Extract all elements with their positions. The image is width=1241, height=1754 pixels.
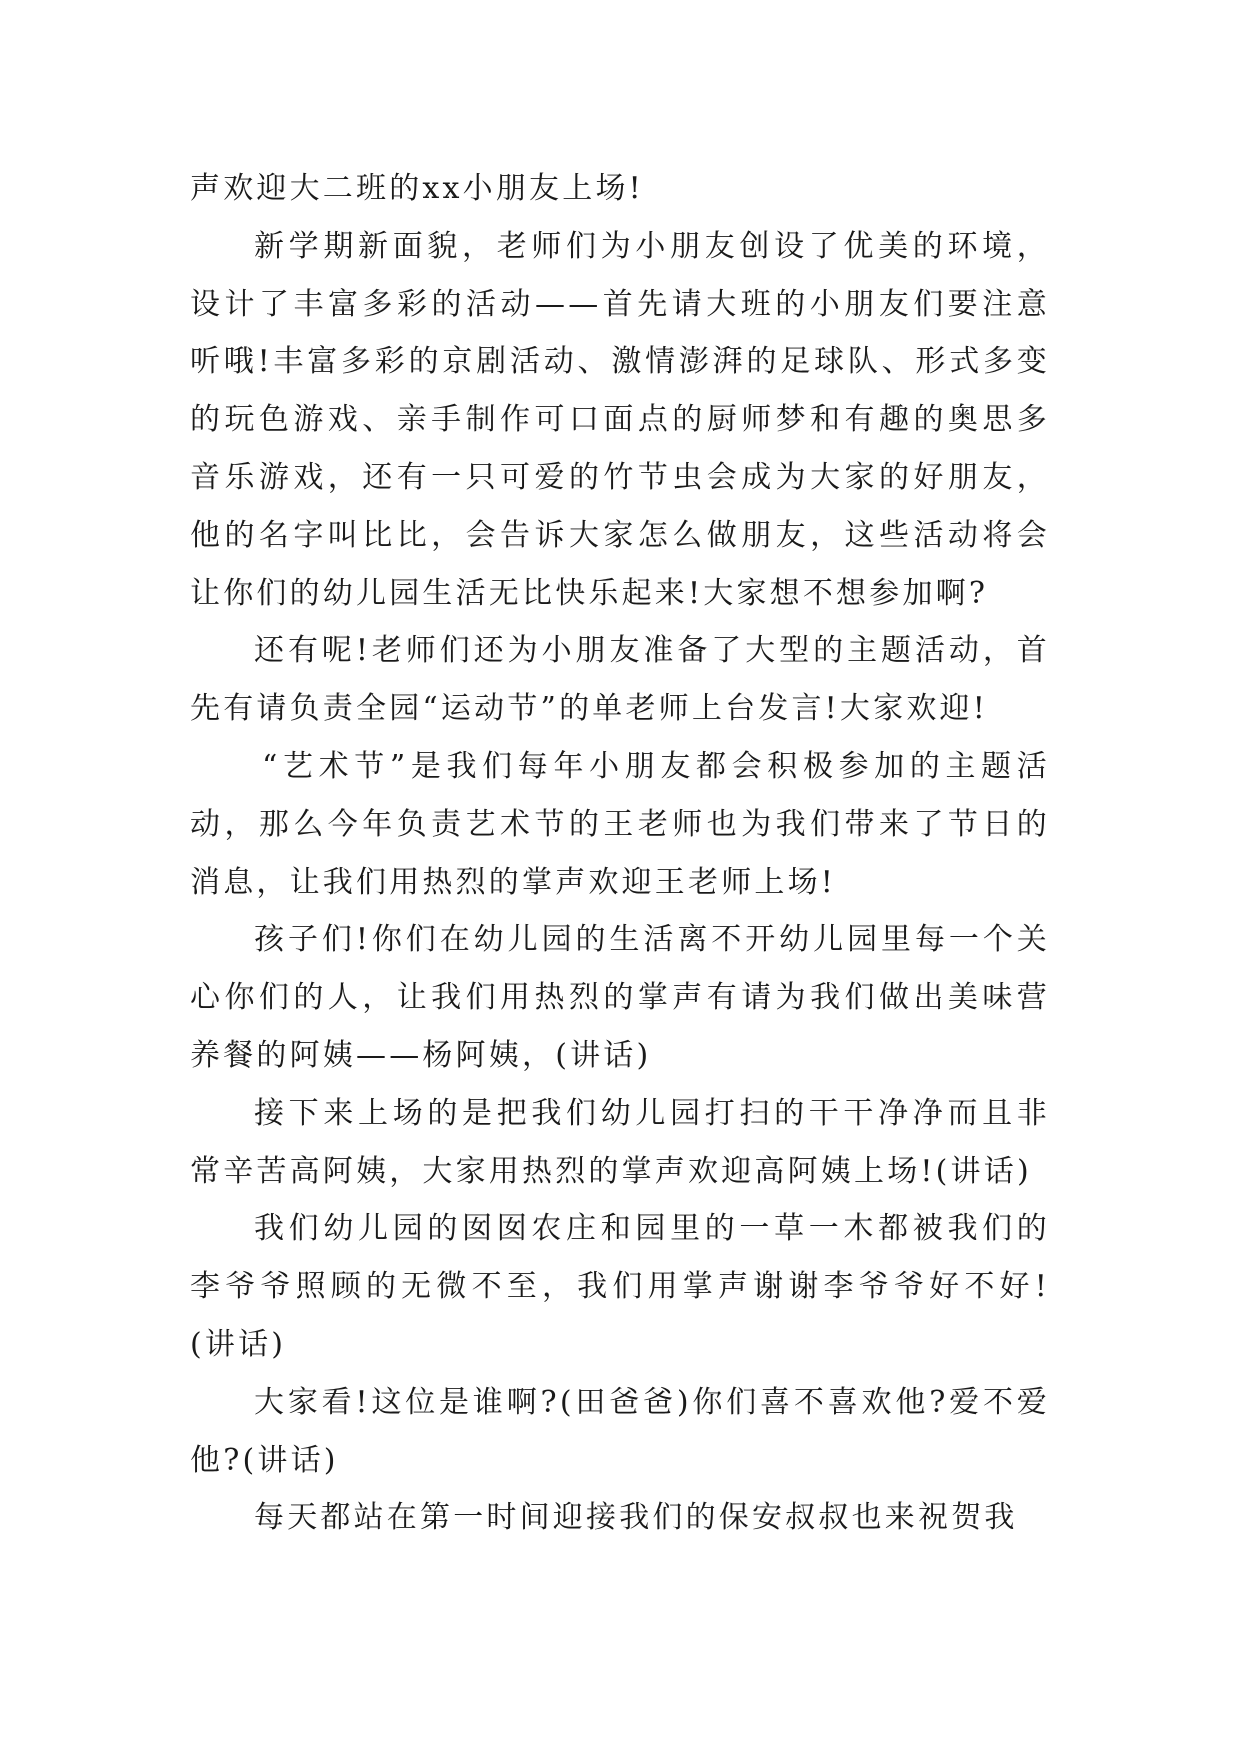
paragraph-cleaner: 接下来上场的是把我们幼儿园打扫的干干净净而且非常辛苦高阿姨，大家用热烈的掌声欢迎高阿姨上场!(讲话) [190, 1095, 1050, 1189]
paragraph-security: 每天都站在第一时间迎接我们的保安叔叔也来祝贺我 [254, 1500, 1018, 1536]
paragraph-activities: 新学期新面貌，老师们为小朋友创设了优美的环境，设计了丰富多彩的活动——首先请大班的小朋友们要注意听哦!丰富多彩的京剧活动、激情澎湃的足球队、形式多变的玩色游戏、亲手制作可口面点的厨师梦和有趣的奥思多音乐游戏，还有一只可爱的竹节虫会成为大家的好朋友，他的名字叫比比，会告诉大家怎么做朋友，这些活动将会让你们的幼儿园生活无比快乐起来!大家想不想参加啊? [190, 228, 1050, 611]
document-body [190, 160, 1050, 1547]
paragraph-sports-festival: 还有呢!老师们还为小朋友准备了大型的主题活动，首先有请负责全园“运动节”的单老师上台发言!大家欢迎! [190, 633, 1050, 727]
paragraph-tian: 大家看!这位是谁啊?(田爸爸)你们喜不喜欢他?爱不爱他?(讲话) [190, 1384, 1050, 1478]
paragraph-continued: 声欢迎大二班的xx小朋友上场! [190, 171, 644, 206]
paragraph-gardener: 我们幼儿园的囡囡农庄和园里的一草一木都被我们的李爷爷照顾的无微不至，我们用掌声谢谢李爷爷好不好!(讲话) [190, 1211, 1050, 1362]
paragraph-cook: 孩子们!你们在幼儿园的生活离不开幼儿园里每一个关心你们的人，让我们用热烈的掌声有请为我们做出美味营养餐的阿姨——杨阿姨，(讲话) [190, 922, 1050, 1073]
paragraph-art-festival: “艺术节”是我们每年小朋友都会积极参加的主题活动，那么今年负责艺术节的王老师也为我们带来了节日的消息，让我们用热烈的掌声欢迎王老师上场! [190, 748, 1050, 900]
